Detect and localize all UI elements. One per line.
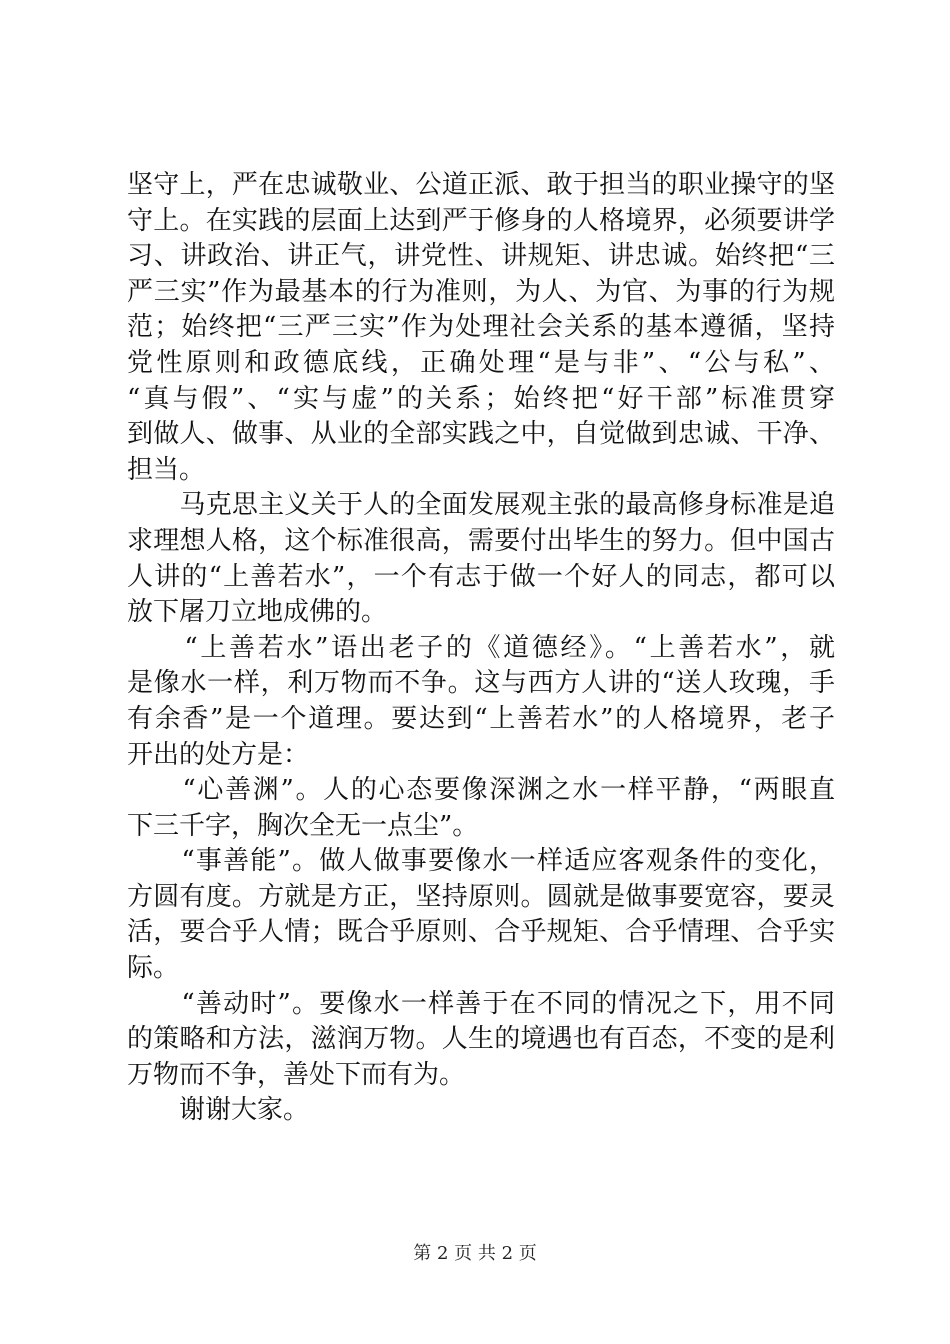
text-line: 担当。 bbox=[127, 454, 206, 485]
text-line: 际。 bbox=[127, 953, 180, 984]
text-line: 马克思主义关于人的全面发展观主张的最高修身标准是追 bbox=[127, 490, 835, 521]
text-line: 万物而不争，善处下而有为。 bbox=[127, 1059, 466, 1090]
text-line: 开出的处方是： bbox=[127, 739, 310, 770]
text-line: 放下屠刀立地成佛的。 bbox=[127, 597, 388, 628]
text-line: 党性原则和政德底线，正确处理“是与非”、“公与私”、 bbox=[127, 347, 835, 378]
text-line: 是像水一样，利万物而不争。这与西方人讲的“送人玫瑰，手 bbox=[127, 668, 835, 699]
text-line: 有余香”是一个道理。要达到“上善若水”的人格境界，老子 bbox=[127, 703, 835, 734]
text-line: 严三实”作为最基本的行为准则，为人、为官、为事的行为规 bbox=[127, 276, 835, 307]
text-line: 谢谢大家。 bbox=[127, 1095, 310, 1126]
text-line: 活，要合乎人情；既合乎原则、合乎规矩、合乎情理、合乎实 bbox=[127, 917, 835, 948]
text-line: 范；始终把“三严三实”作为处理社会关系的基本遵循，坚持 bbox=[127, 312, 835, 343]
text-line: 方圆有度。方就是方正，坚持原则。圆就是做事要宽容，要灵 bbox=[127, 881, 835, 912]
text-line: “事善能”。做人做事要像水一样适应客观条件的变化， bbox=[127, 846, 835, 877]
text-line: 下三千字，胸次全无一点尘”。 bbox=[127, 810, 479, 841]
text-line: 守上。在实践的层面上达到严于修身的人格境界，必须要讲学 bbox=[127, 205, 835, 236]
text-line: “善动时”。要像水一样善于在不同的情况之下，用不同 bbox=[127, 988, 835, 1019]
text-line: 人讲的“上善若水”，一个有志于做一个好人的同志，都可以 bbox=[127, 561, 835, 592]
text-line: 坚守上，严在忠诚敬业、公道正派、敢于担当的职业操守的坚 bbox=[127, 170, 835, 200]
text-line: 求理想人格，这个标准很高，需要付出毕生的努力。但中国古 bbox=[127, 525, 835, 556]
text-line: 的策略和方法，滋润万物。人生的境遇也有百态，不变的是利 bbox=[127, 1024, 835, 1055]
text-line: “真与假”、“实与虚”的关系；始终把“好干部”标准贯穿 bbox=[127, 383, 835, 414]
text-line: “上善若水”语出老子的《道德经》。“上善若水”，就 bbox=[127, 632, 835, 663]
text-line: 到做人、做事、从业的全部实践之中，自觉做到忠诚、干净、 bbox=[127, 419, 835, 450]
text-line: “心善渊”。人的心态要像深渊之水一样平静，“两眼直 bbox=[127, 775, 835, 806]
page-number-footer: 第 2 页 共 2 页 bbox=[413, 1243, 537, 1264]
text-line: 习、讲政治、讲正气，讲党性、讲规矩、讲忠诚。始终把“三 bbox=[127, 241, 835, 272]
document-body bbox=[127, 168, 835, 1129]
